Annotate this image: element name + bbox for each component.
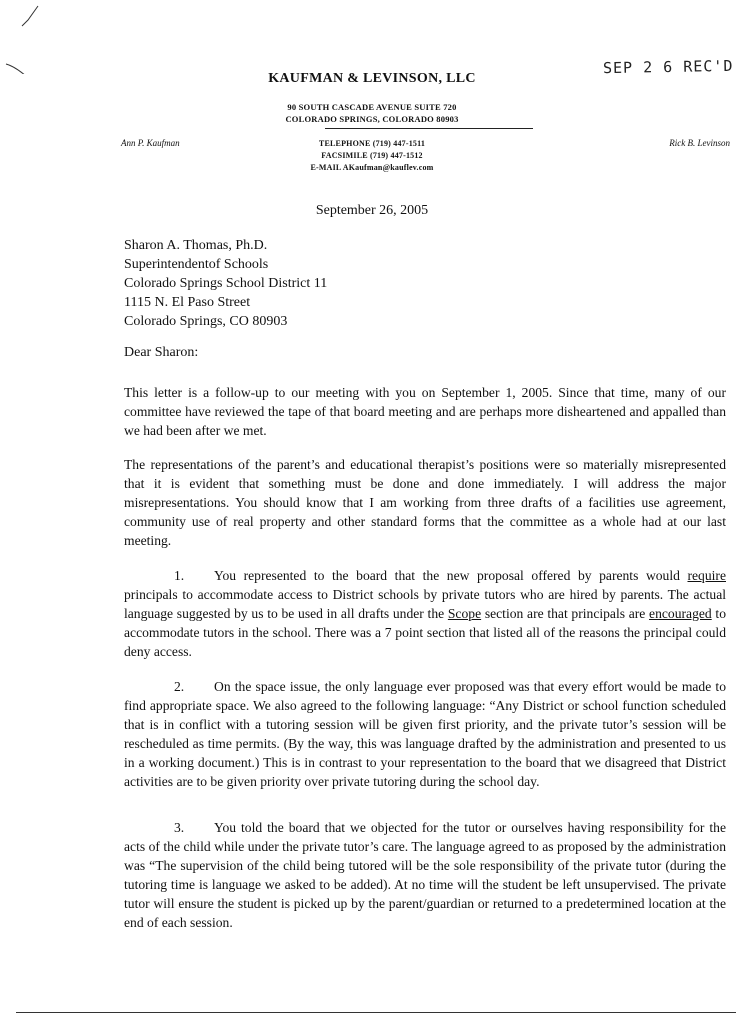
recipient-line: Superintendentof Schools [124, 257, 269, 272]
body-paragraph-2: The representations of the parent’s and educational therapist’s positions were so materially misrepresented that it is evident that something must be done and done immediately. I will address the major misrepresentations. You should know that I am working from three drafts of a facilities use agreement, community use of real property and other standard forms that the committee as a whole had at our last meeting. [124, 457, 726, 548]
numbered-item-2 [124, 677, 726, 791]
received-stamp: SEP 2 6 REC'D [602, 56, 734, 78]
firm-telephone: TELEPHONE (719) 447-1511 [318, 139, 426, 148]
numbered-item-3 [124, 818, 726, 932]
item-number: 2. [174, 679, 185, 694]
letterhead-divider [325, 128, 533, 129]
pen-mark [4, 4, 44, 74]
item-number: 3. [174, 820, 185, 835]
firm-name: KAUFMAN & LEVINSON, LLC [268, 71, 476, 86]
item-number: 1. [174, 568, 185, 583]
item-text: On the space issue, the only language ever proposed was that every effort would be made to find appropriate space. We also agreed to the following language: “Any District or school function scheduled that is in conflict with a tutoring session will be given first priority, and the private tutor’s session will be rescheduled as time permits. (By the way, this was language drafted by the administration and presented to us in a working document.) This is in contrast to your representation to the board that we disagreed that District activities are to be given priority over private tutoring during the school day. [124, 679, 726, 789]
firm-address-line1: 90 SOUTH CASCADE AVENUE SUITE 720 [287, 102, 457, 112]
firm-facsimile: FACSIMILE (719) 447-1512 [321, 151, 423, 160]
recipient-line: 1115 N. El Paso Street [124, 295, 251, 310]
firm-address-line2: COLORADO SPRINGS, COLORADO 80903 [285, 114, 459, 124]
page-bottom-edge [16, 1012, 736, 1013]
item-text: to accommodate tutors in the school. There was a 7 point section that listed all of the reasons the principal could deny access. [124, 606, 726, 659]
item-text: You represented to the board that the new proposal offered by parents would [214, 568, 688, 583]
numbered-item-1 [124, 566, 726, 661]
salutation: Dear Sharon: [124, 345, 199, 360]
body-paragraph-1: This letter is a follow-up to our meeting with you on September 1, 2005. Since that time, many of our committee have reviewed the tape of that board meeting and are perhaps more disheartened and appalled than we had been after we met. [124, 385, 726, 438]
underlined-term: require [687, 568, 726, 583]
recipient-line: Colorado Springs, CO 80903 [124, 314, 288, 329]
item-text: section are that principals are [481, 606, 650, 621]
recipient-line: Colorado Springs School District 11 [124, 276, 328, 291]
underlined-term: Scope [447, 606, 482, 621]
partner-right: Rick B. Levinson [669, 138, 730, 148]
underlined-term: encouraged [649, 606, 712, 621]
recipient-address-block [124, 236, 327, 331]
firm-email: E-MAIL AKaufman@kauflev.com [310, 163, 434, 172]
item-text: principals to accommodate access to District schools by private tutors who are hired by parents. The actual language suggested by us to be used in all drafts under the [124, 587, 726, 621]
item-text: You told the board that we objected for the tutor or ourselves having responsibility for the acts of the child while under the private tutor’s care. The language agreed to as proposed by the administration was “The supervision of the child being tutored will be the sole responsibility of the private tutor (during the tutoring time is language we asked to be added). At no time will the student be left unsupervised. The private tutor will ensure the student is picked up by the parent/guardian or returned to a predetermined location at the end of each session. [124, 820, 726, 930]
recipient-line: Sharon A. Thomas, Ph.D. [124, 238, 268, 253]
partner-left: Ann P. Kaufman [121, 138, 180, 148]
letter-date: September 26, 2005 [315, 203, 429, 218]
